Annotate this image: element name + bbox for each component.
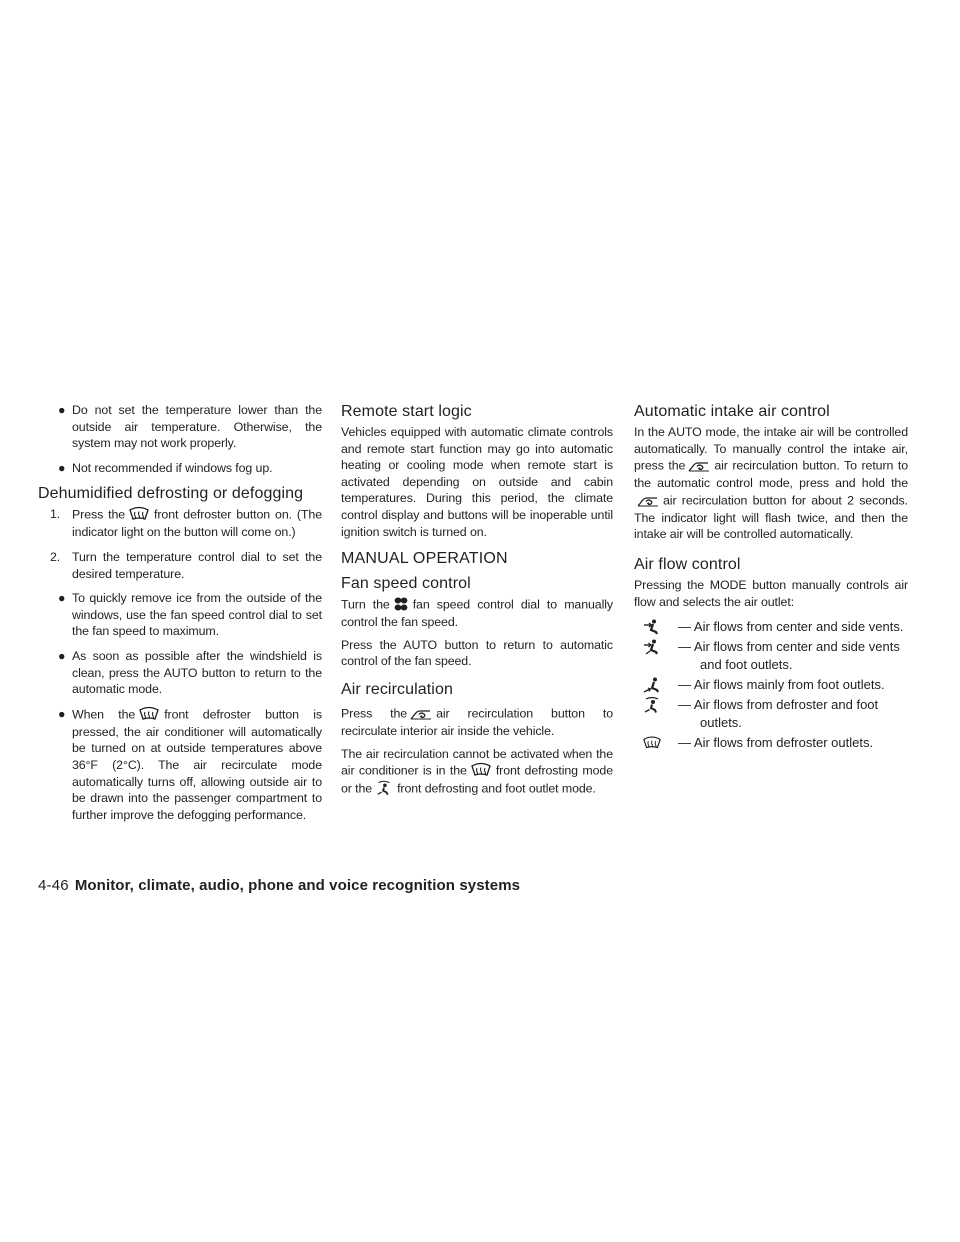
heading-air-recirculation: Air recirculation	[341, 680, 453, 698]
outlet-vent: — Air flows from center and side vents.	[634, 618, 908, 636]
front-defroster-icon	[642, 735, 662, 751]
defrost-foot-icon	[642, 697, 662, 713]
outlet-defroster: — Air flows from defroster outlets.	[634, 734, 908, 752]
bullet-marker: ●	[58, 403, 66, 417]
step-1: 1. Press the front defroster button on. (The indicator light on the button will come on.)	[50, 507, 322, 540]
right-column	[634, 402, 908, 754]
front-defroster-icon	[138, 706, 160, 722]
center-side-vent-icon	[642, 619, 662, 635]
chapter-title: Monitor, climate, audio, phone and voice recognition systems	[74, 877, 521, 894]
bullet-fog-warning: ● Not recommended if windows fog up.	[58, 460, 273, 475]
recirculation-text: Press the air recirculation button to recirculate interior air inside the vehicle.	[341, 706, 613, 738]
heading-air-flow-control: Air flow control	[634, 555, 741, 573]
left-column	[38, 402, 322, 831]
heading-remote-start-logic: Remote start logic	[341, 403, 472, 420]
heading-fan-speed-control: Fan speed control	[341, 575, 471, 593]
bullet-auto-return: ● As soon as possible after the windshield is clean, press the AUTO button to return to the automatic mode.	[58, 648, 322, 697]
fan-speed-text: Turn the fan speed control dial to manually control the fan speed.	[341, 597, 613, 630]
page-number: 4-46	[38, 877, 69, 894]
bi-level-icon	[642, 639, 662, 655]
air-recirculation-icon	[410, 705, 432, 721]
bullet-marker: ●	[58, 706, 66, 721]
outlet-foot: — Air flows mainly from foot outlets.	[634, 676, 908, 694]
heading-automatic-intake-air-control: Automatic intake air control	[634, 403, 830, 420]
bullet-defroster-ac: ● When the front defroster button is pressed, the air conditioner will automatically be turned on at outside temperatures above 36°F (2°C). The air recirculate mode automatically turns off, allowing outside air to be drawn into the passenger compartment to further improve the defogging performance.	[58, 706, 322, 822]
fan-auto-text: Press the AUTO button to return to automatic control of the fan speed.	[341, 637, 613, 669]
outlet-bi-level: — Air flows from center and side vents and foot outlets.	[634, 638, 908, 674]
remote-start-text: Vehicles equipped with automatic climate controls and remote start function may go into automatic heating or cooling mode when remote start is activated depending on outside and cabin temperatures. During this period, the climate control display and buttons will be inoperable until ignition switch is turned on.	[341, 425, 613, 539]
bullet-marker: ●	[58, 648, 66, 663]
front-defroster-icon	[470, 762, 492, 778]
page-footer	[38, 877, 520, 895]
air-recirculation-icon	[637, 492, 659, 508]
recirculation-limit-text: The air recirculation cannot be activated when the air conditioner is in the front defrosting mode or the front defrosting and foot outlet mode.	[341, 746, 613, 796]
bullet-remove-ice: ● To quickly remove ice from the outside of the windows, use the fan speed control dial to set the fan speed to maximum.	[58, 591, 322, 639]
bullet-marker: ●	[58, 591, 66, 606]
bullet-marker: ●	[58, 460, 66, 475]
defrost-foot-icon	[375, 780, 393, 796]
step-2: 2. Turn the temperature control dial to set the desired temperature.	[50, 549, 322, 581]
front-defroster-icon	[128, 506, 150, 522]
foot-outlet-icon	[642, 677, 662, 693]
air-recirculation-icon	[688, 457, 710, 473]
fan-icon	[393, 596, 409, 612]
middle-column	[341, 402, 613, 804]
outlet-defrost-foot: — Air flows from defroster and foot outlets.	[634, 696, 908, 732]
intake-air-text: In the AUTO mode, the intake air will be controlled automatically. To manually control the intake air, press the air recirculation button. To return to the automatic control mode, press and hold the air recirculation button for about 2 seconds. The indicator light will flash twice, and then the intake air will be controlled automatically.	[634, 425, 909, 542]
air-flow-intro: Pressing the MODE button manually controls air flow and selects the air outlet:	[634, 577, 908, 609]
bullet-temperature-warning: ● Do not set the temperature lower than the outside air temperature. Otherwise, the system may not work properly.	[58, 403, 322, 451]
heading-dehumidified-defrosting: Dehumidified defrosting or defogging	[38, 485, 304, 503]
heading-manual-operation: MANUAL OPERATION	[341, 550, 508, 568]
